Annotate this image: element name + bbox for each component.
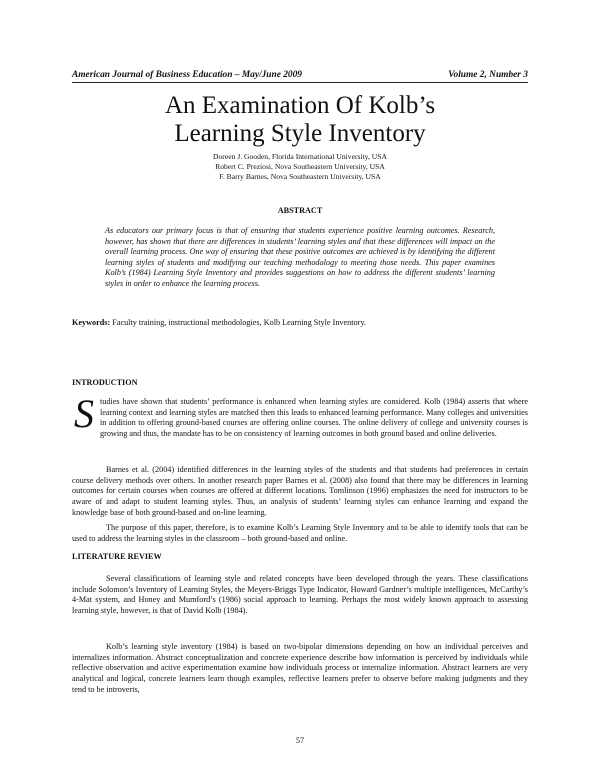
keywords [72, 318, 528, 329]
drop-cap: S [74, 391, 94, 436]
literature-review-paragraph-2: Kolb’s learning style inventory (1984) is based on two-bipolar dimensions depending on how an individual perceives and internalizes information. Abstract conceptualization and concrete experience describe how information is perceived by individuals while reflective observation and active experimentation examine how individuals process or internalize information. Abstract learners are very analytical and logical, concrete learners learn though examples, reflective learners prefer to observe before making judgments and they tend to be introverts, [72, 642, 528, 694]
introduction-heading: INTRODUCTION [72, 378, 138, 387]
literature-review-heading: LITERATURE REVIEW [72, 552, 162, 561]
introduction-paragraph-1-text: tudies have shown that students’ performance is enhanced when learning styles are considered. Kolb (1984) asserts that where learning context and learning styles are matched then this leads to enhanced learning performance. Many colleges and universities in addition to offering ground-based courses are offering online courses. The online delivery of college and university courses is growing and thus, the mandate has to be on consistency of learning outcomes in both ground based and online deliveries. [100, 397, 528, 439]
author-2: Robert C. Preziosi, Nova Southeastern University, USA [215, 162, 385, 171]
title-line-1: An Examination Of Kolb’s [164, 92, 436, 119]
literature-review-paragraph-1: Several classifications of learning style and related concepts have been developed through the years. These classifications include Solomon’s Inventory of Learning Styles, the Meyers-Briggs Type Indicator, Howard Gardner’s multiple intelligences, McCarthy’s 4-Mat system, and Honey and Mumford’s (1986) social approach to learning. Perhaps the most widely known approach to assessing learning style, however, is that of David Kolb (1984). [72, 574, 528, 616]
author-list [0, 152, 600, 182]
keywords-text: Faculty training, instructional methodologies, Kolb Learning Style Inventory. [112, 318, 366, 327]
journal-name: American Journal of Business Education – May/June 2009 [72, 70, 302, 80]
volume-number: Volume 2, Number 3 [448, 70, 528, 80]
running-header [72, 70, 528, 83]
keywords-label: Keywords: [72, 318, 111, 327]
title-line-2: Learning Style Inventory [174, 120, 426, 147]
abstract-text: As educators our primary focus is that of ensuring that students experience positive learning outcomes. Research, however, has shown that there are differences in students’ learning styles and that these differences will impact on the overall learning process. One way of ensuring that these positive outcomes are achieved is by identifying the different learning styles of students and modifying our teaching methodology to meeting those needs. This paper examines Kolb’s (1984) Learning Style Inventory and provides suggestions on how to address the different students’ learning styles in order to enhance the learning process. [105, 226, 495, 288]
introduction-paragraph-3: The purpose of this paper, therefore, is to examine Kolb’s Learning Style Inventory and to be able to identify tools that can be used to address the learning styles in the classroom – both ground-based and online. [72, 523, 528, 543]
page-number: 57 [295, 736, 305, 745]
abstract-heading: ABSTRACT [277, 206, 323, 215]
author-1: Doreen J. Gooden, Florida International University, USA [213, 152, 387, 161]
paper-title [0, 92, 600, 148]
introduction-paragraph-1 [72, 391, 528, 440]
author-3: F. Barry Barnes, Nova Southeastern University, USA [219, 172, 381, 181]
introduction-paragraph-2: Barnes et al. (2004) identified differences in the learning styles of the students and that students had preferences in certain course delivery methods over others. In another research paper Barnes et al. (2008) also found that there may be differences in learning outcomes for certain courses when courses are offered at different locations. Tomlinson (1996) emphasizes the need for instructors to be aware of and adapt to student learning styles. Thus, an analysis of students’ learning styles can enhance learning and expand the knowledge base of both ground-based and on-line learning. [72, 465, 528, 517]
